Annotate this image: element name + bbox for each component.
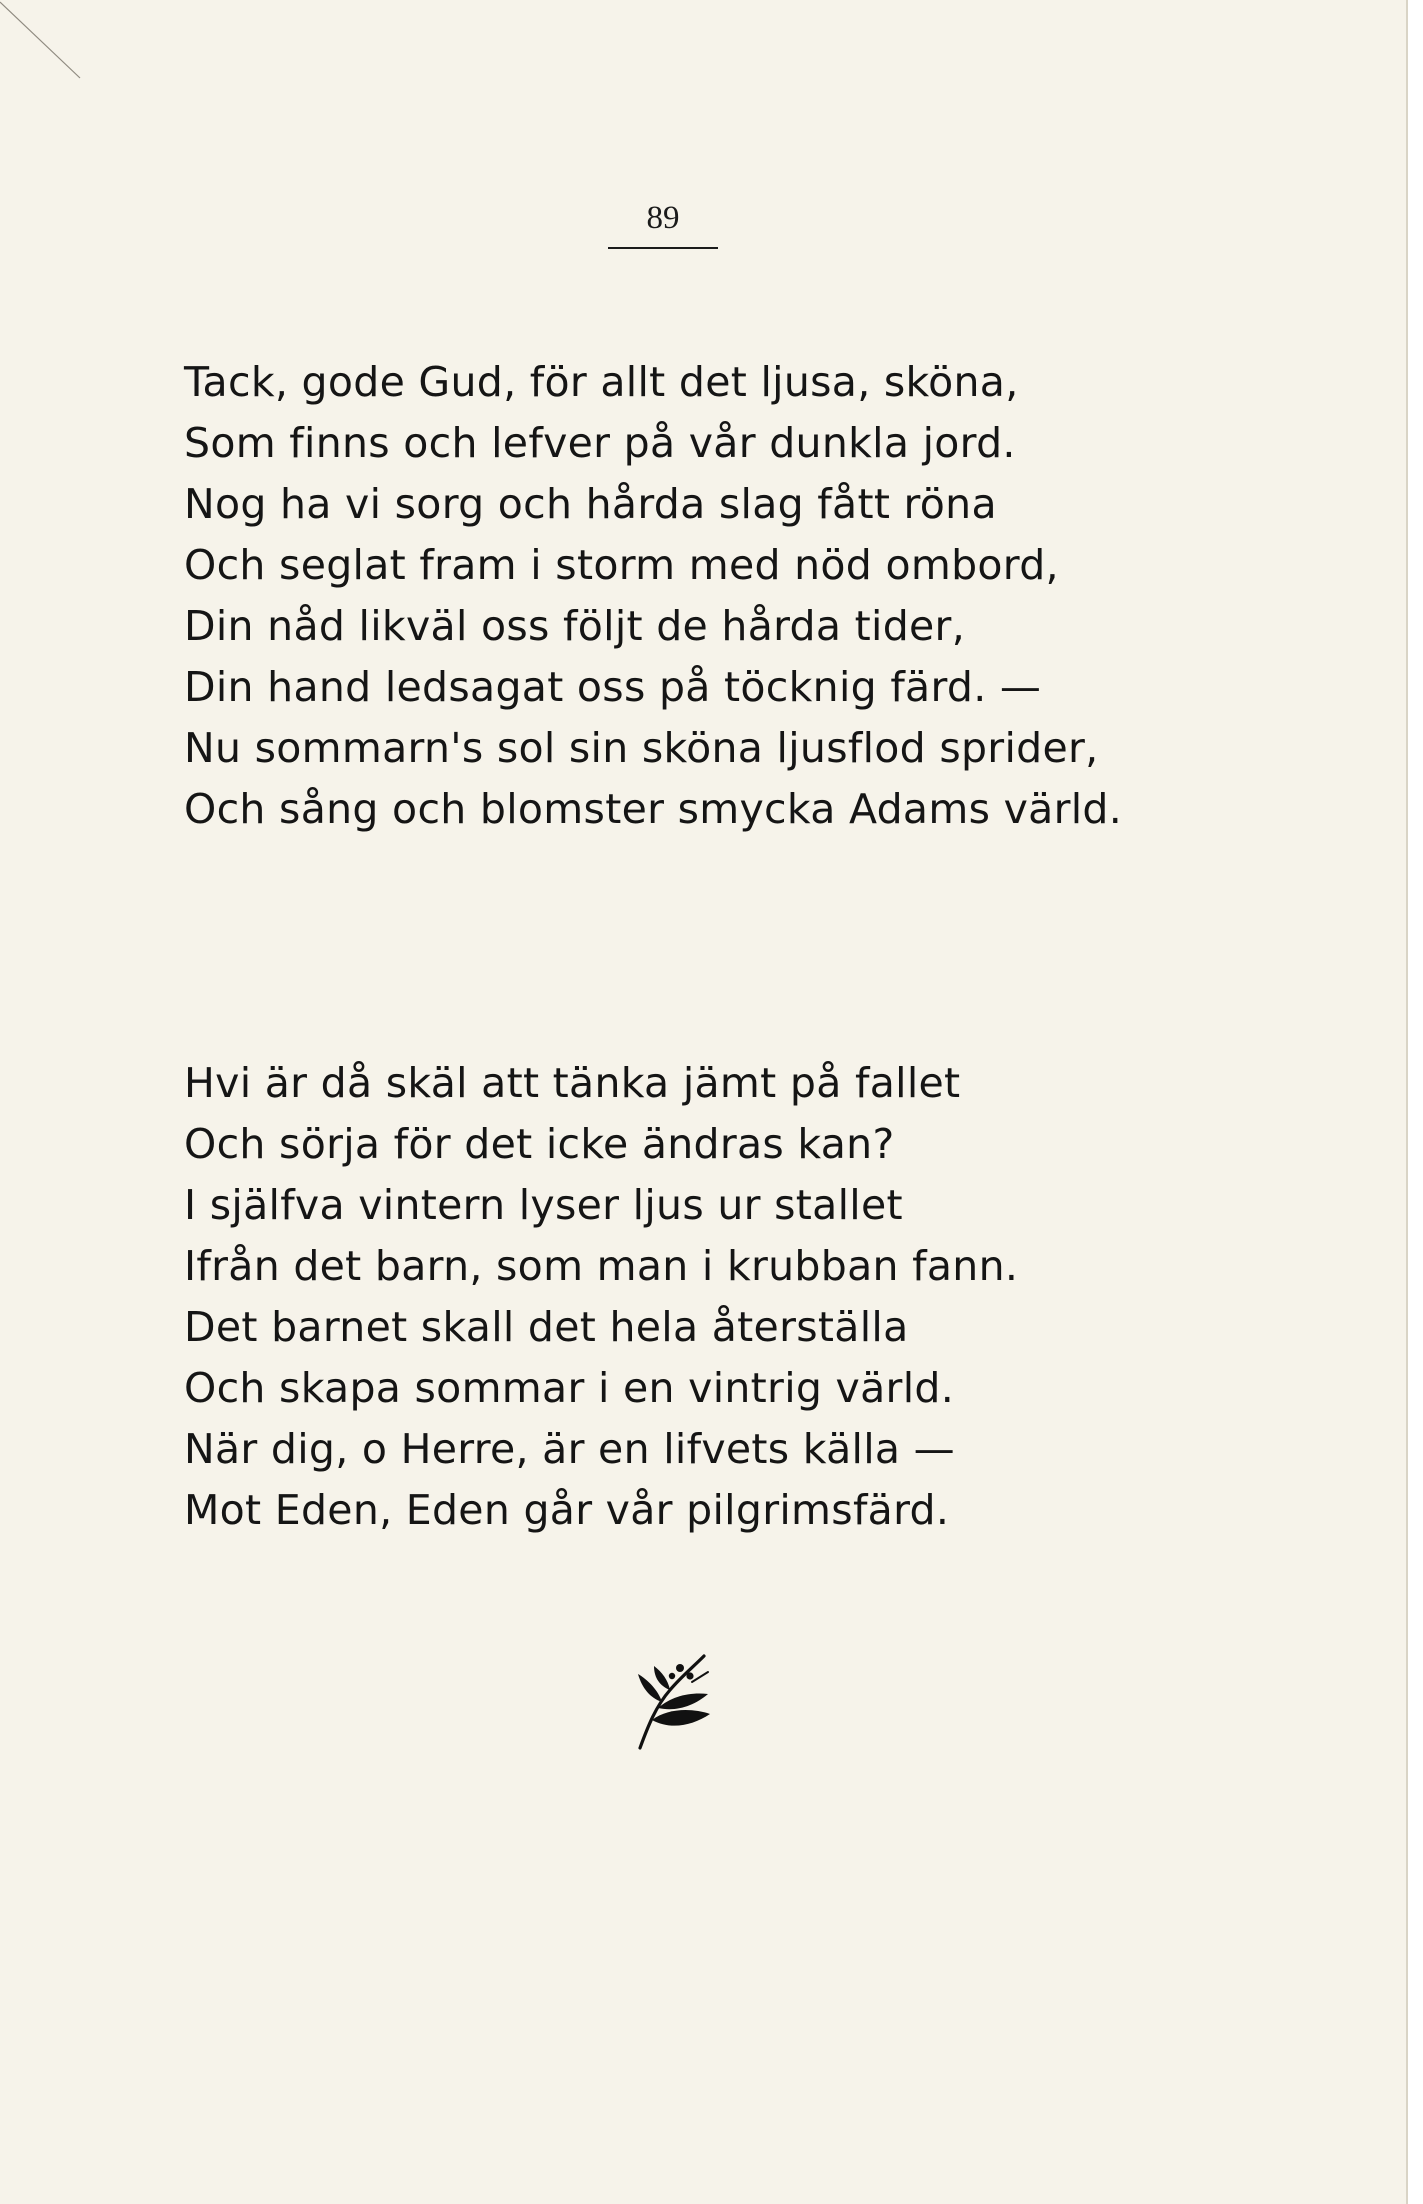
poem-line: Din hand ledsagat oss på töcknig färd. — xyxy=(184,663,1042,711)
poem-line: Det barnet skall det hela återställa xyxy=(184,1303,909,1351)
poem-line: Ifrån det barn, som man i krubban fann. xyxy=(184,1242,1019,1290)
poem-line: Och skapa sommar i en vintrig värld. xyxy=(184,1364,955,1412)
stanza-2 xyxy=(184,1053,1018,1541)
page-corner-crease xyxy=(0,0,90,80)
poem-line: Och sörja för det icke ändras kan? xyxy=(184,1120,895,1168)
poem-line: Hvi är då skäl att tänka jämt på fallet xyxy=(184,1059,961,1107)
stanza-1 xyxy=(184,352,1122,840)
poem-line: Och sång och blomster smycka Adams värld. xyxy=(184,785,1123,833)
page-number: 89 xyxy=(608,200,718,249)
poem-line: Och seglat fram i storm med nöd ombord, xyxy=(184,541,1059,589)
poem-line: Din nåd likväl oss följt de hårda tider, xyxy=(184,602,966,650)
poem-line: I själfva vintern lyser ljus ur stallet xyxy=(184,1181,903,1229)
poem-line: Som finns och lefver på vår dunkla jord. xyxy=(184,419,1016,467)
poem-line: Tack, gode Gud, för allt det ljusa, sköna, xyxy=(184,358,1019,406)
poem-line: Nu sommarn's sol sin sköna ljusflod sprider, xyxy=(184,724,1099,772)
leaf-sprig-icon xyxy=(632,1650,714,1750)
poem-line: Mot Eden, Eden går vår pilgrimsfärd. xyxy=(184,1486,950,1534)
poem-line: Nog ha vi sorg och hårda slag fått röna xyxy=(184,480,997,528)
poem-line: När dig, o Herre, är en lifvets källa — xyxy=(184,1425,955,1473)
